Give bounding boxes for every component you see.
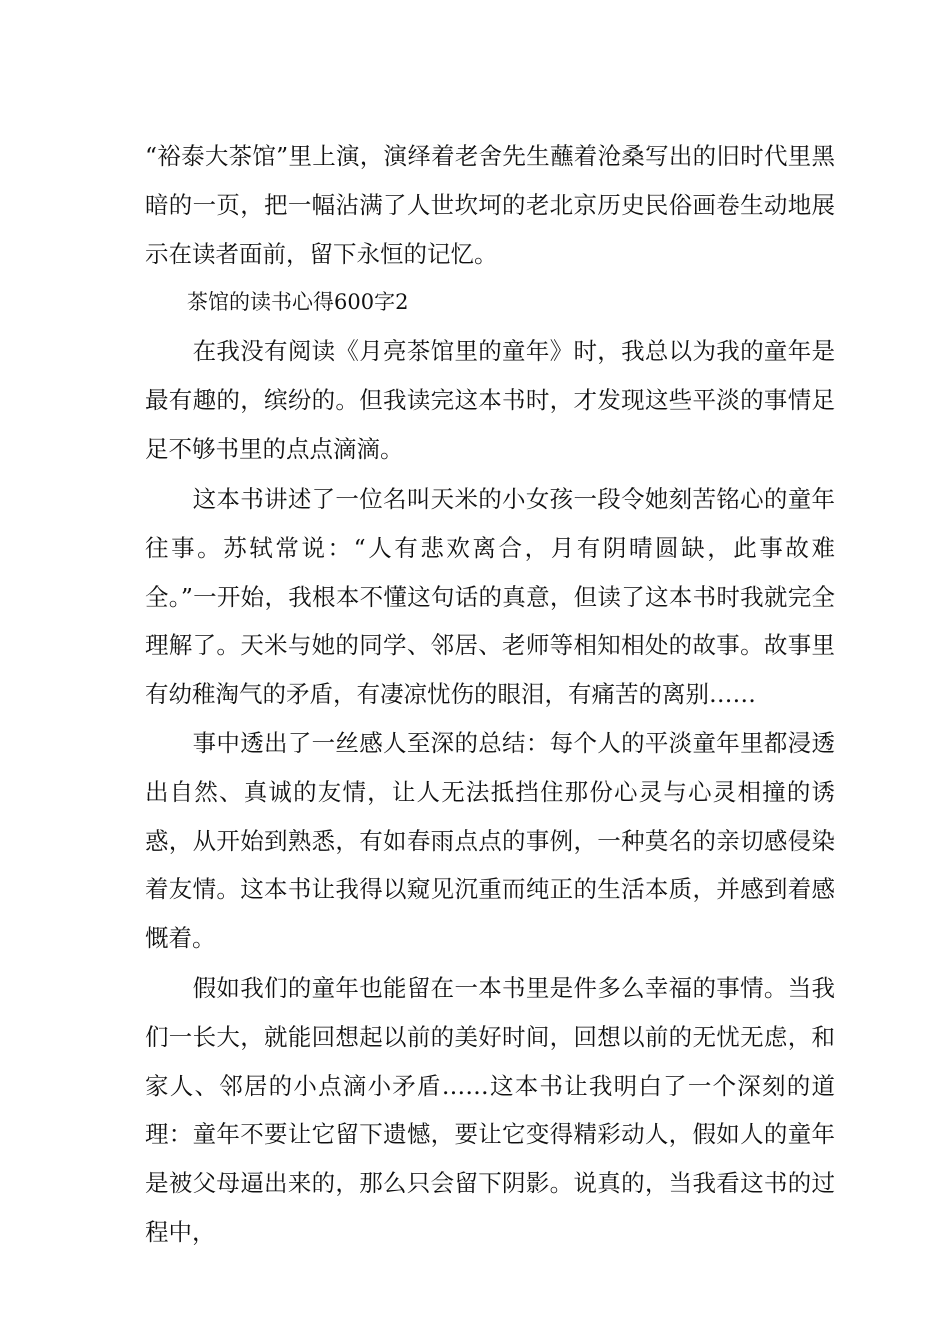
paragraph-4: 假如我们的童年也能留在一本书里是件多么幸福的事情。当我们一长大，就能回想起以前的美好时间，回想以前的无忧无虑，和家人、邻居的小点滴小矛盾……这本书让我明白了一个深刻的道理：童年不要让它留下遗憾，要让它变得精彩动人，假如人的童年是被父母逼出来的，那么只会留下阴影。说真的，当我看这书的过程中， <box>145 974 835 1246</box>
paragraph-intro: “裕泰大茶馆”里上演，演绎着老舍先生蘸着沧桑写出的旧时代里黑暗的一页，把一幅沾满了人世坎坷的老北京历史民俗画卷生动地展示在读者面前，留下永恒的记忆。 <box>145 142 835 268</box>
paragraph-3: 事中透出了一丝感人至深的总结：每个人的平淡童年里都浸透出自然、真诚的友情，让人无法抵挡住那份心灵与心灵相撞的诱惑，从开始到熟悉，有如春雨点点的事例，一种莫名的亲切感侵染着友情。这本书让我得以窥见沉重而纯正的生活本质，并感到着感慨着。 <box>145 729 835 953</box>
section-heading: 茶馆的读书心得600字2 <box>145 290 409 314</box>
paragraph-2: 这本书讲述了一位名叫天米的小女孩一段令她刻苦铭心的童年往事。苏轼常说：“人有悲欢离合，月有阴晴圆缺，此事故难全。”一开始，我根本不懂这句话的真意，但读了这本书时我就完全理解了。天米与她的同学、邻居、老师等相知相处的故事。故事里有幼稚淘气的矛盾，有凄凉忧伤的眼泪，有痛苦的离别…… <box>145 485 835 709</box>
paragraph-1: 在我没有阅读《月亮茶馆里的童年》时，我总以为我的童年是最有趣的，缤纷的。但我读完这本书时，才发现这些平淡的事情足足不够书里的点点滴滴。 <box>145 337 835 463</box>
